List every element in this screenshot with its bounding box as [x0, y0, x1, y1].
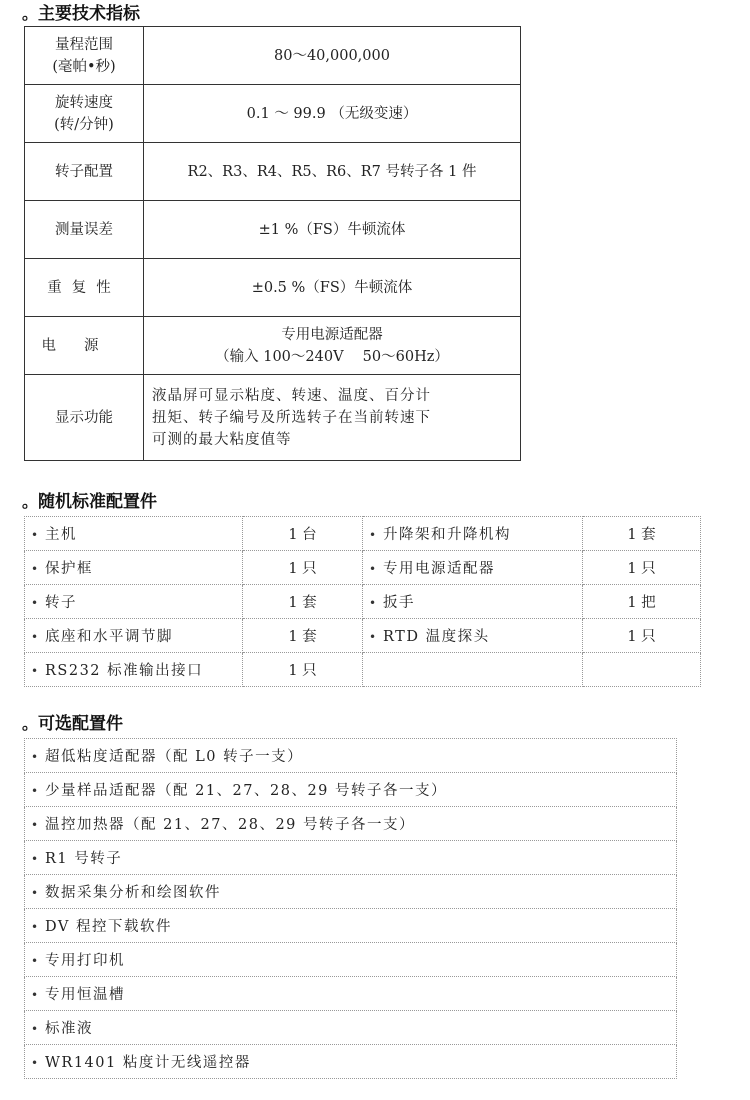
section-heading-optional [22, 712, 123, 736]
item-name-text: 扳手 [383, 595, 415, 611]
item-name [363, 585, 583, 619]
spec-table [24, 26, 521, 461]
spec-row [25, 375, 521, 461]
spec-row [25, 85, 521, 143]
item-name [363, 551, 583, 585]
spec-label-line: 旋转速度 [55, 94, 113, 111]
bullet: • [31, 750, 40, 764]
bullet: • [31, 954, 40, 968]
item-qty: 1 只 [583, 551, 701, 585]
table-row [25, 909, 677, 943]
bullet: • [31, 886, 40, 900]
bullet: • [31, 784, 40, 798]
spec-value: ±1 %（FS）牛顿流体 [144, 201, 521, 259]
table-row [25, 1045, 677, 1079]
item-qty: 1 只 [583, 619, 701, 653]
spec-value: 80～40,000,000 [144, 27, 521, 85]
optional-item-text: 数据采集分析和绘图软件 [45, 885, 221, 901]
table-row [25, 739, 677, 773]
item-name [25, 517, 243, 551]
item-name-text: RTD 温度探头 [383, 629, 490, 645]
bullet: • [31, 630, 40, 644]
optional-item [25, 909, 677, 943]
table-row [25, 977, 677, 1011]
spec-label-line: (转/分钟) [54, 116, 114, 133]
item-qty: 1 台 [243, 517, 363, 551]
spec-row [25, 143, 521, 201]
spec-row [25, 201, 521, 259]
bullet: • [369, 630, 378, 644]
item-name-text: 主机 [45, 527, 77, 543]
optional-item-text: 标准液 [45, 1021, 93, 1037]
optional-item [25, 1045, 677, 1079]
empty-cell [363, 653, 583, 687]
item-name [25, 585, 243, 619]
bullet: • [31, 988, 40, 1002]
item-qty: 1 套 [243, 619, 363, 653]
item-qty: 1 只 [243, 551, 363, 585]
table-row [25, 807, 677, 841]
bullet: • [31, 818, 40, 832]
spec-label: 重复性 [25, 259, 144, 317]
spec-value-line: 液晶屏可显示粘度、转速、温度、百分计 [152, 387, 431, 404]
table-row [25, 517, 701, 551]
spec-value-line: 专用电源适配器 [281, 326, 383, 343]
bullet: • [31, 664, 40, 678]
spec-value-line: 扭矩、转子编号及所选转子在当前转速下 [152, 409, 431, 426]
item-name-text: 保护框 [45, 561, 93, 577]
bullet: • [31, 852, 40, 866]
spec-label [25, 85, 144, 143]
optional-item [25, 807, 677, 841]
standard-items-table [24, 516, 701, 687]
optional-item-text: 超低粘度适配器（配 L0 转子一支） [45, 749, 304, 765]
item-name [363, 619, 583, 653]
optional-item [25, 841, 677, 875]
optional-item-text: WR1401 粘度计无线遥控器 [45, 1055, 251, 1071]
optional-item [25, 739, 677, 773]
bullet: • [31, 562, 40, 576]
spec-value-line: （输入 100～240V 50～60Hz） [215, 348, 449, 365]
heading-bullet: 。 [22, 714, 39, 733]
table-row [25, 653, 701, 687]
bullet: • [369, 596, 378, 610]
table-row [25, 875, 677, 909]
item-name-text: 专用电源适配器 [383, 561, 495, 577]
bullet: • [31, 1056, 40, 1070]
heading-bullet: 。 [22, 492, 39, 511]
table-row [25, 1011, 677, 1045]
item-name-text: 底座和水平调节脚 [45, 629, 173, 645]
optional-item-text: 专用打印机 [45, 953, 125, 969]
item-name [25, 653, 243, 687]
spec-row [25, 27, 521, 85]
spec-row [25, 317, 521, 375]
bullet: • [31, 920, 40, 934]
optional-item-text: R1 号转子 [45, 851, 123, 867]
item-name-text: 转子 [45, 595, 77, 611]
optional-item-text: 专用恒温槽 [45, 987, 125, 1003]
item-name-text: 升降架和升降机构 [383, 527, 511, 543]
table-row [25, 773, 677, 807]
item-qty: 1 只 [243, 653, 363, 687]
heading-title: 主要技术指标 [38, 4, 140, 24]
optional-item [25, 1011, 677, 1045]
spec-label: 测量误差 [25, 201, 144, 259]
empty-cell [583, 653, 701, 687]
section-heading-specs [22, 2, 140, 26]
spec-label: 转子配置 [25, 143, 144, 201]
item-name [25, 551, 243, 585]
optional-item [25, 977, 677, 1011]
spec-label-line: (毫帕•秒) [52, 58, 116, 75]
optional-items-table [24, 738, 677, 1079]
table-row [25, 841, 677, 875]
bullet: • [31, 528, 40, 542]
bullet: • [31, 1022, 40, 1036]
spec-label: 电源 [25, 317, 144, 375]
spec-value: 0.1 ～ 99.9 （无级变速） [144, 85, 521, 143]
table-row [25, 943, 677, 977]
spec-value: R2、R3、R4、R5、R6、R7 号转子各 1 件 [144, 143, 521, 201]
heading-bullet: 。 [22, 4, 39, 23]
spec-label-line: 量程范围 [55, 36, 113, 53]
spec-value-line: 可测的最大粘度值等 [152, 431, 292, 448]
heading-title: 可选配置件 [38, 714, 123, 734]
optional-item-text: 温控加热器（配 21、27、28、29 号转子各一支） [45, 817, 416, 833]
optional-item-text: DV 程控下载软件 [45, 919, 172, 935]
item-name [25, 619, 243, 653]
optional-item [25, 773, 677, 807]
optional-item [25, 875, 677, 909]
bullet: • [369, 528, 378, 542]
optional-item [25, 943, 677, 977]
heading-title: 随机标准配置件 [38, 492, 157, 512]
optional-item-text: 少量样品适配器（配 21、27、28、29 号转子各一支） [45, 783, 448, 799]
item-qty: 1 把 [583, 585, 701, 619]
bullet: • [31, 596, 40, 610]
table-row [25, 585, 701, 619]
table-row [25, 551, 701, 585]
item-name-text: RS232 标准输出接口 [45, 663, 204, 679]
spec-value [144, 375, 521, 461]
spec-value [144, 317, 521, 375]
item-qty: 1 套 [583, 517, 701, 551]
item-name [363, 517, 583, 551]
bullet: • [369, 562, 378, 576]
spec-label [25, 27, 144, 85]
spec-row [25, 259, 521, 317]
spec-value: ±0.5 %（FS）牛顿流体 [144, 259, 521, 317]
table-row [25, 619, 701, 653]
item-qty: 1 套 [243, 585, 363, 619]
spec-label: 显示功能 [25, 375, 144, 461]
section-heading-standard [22, 490, 157, 514]
